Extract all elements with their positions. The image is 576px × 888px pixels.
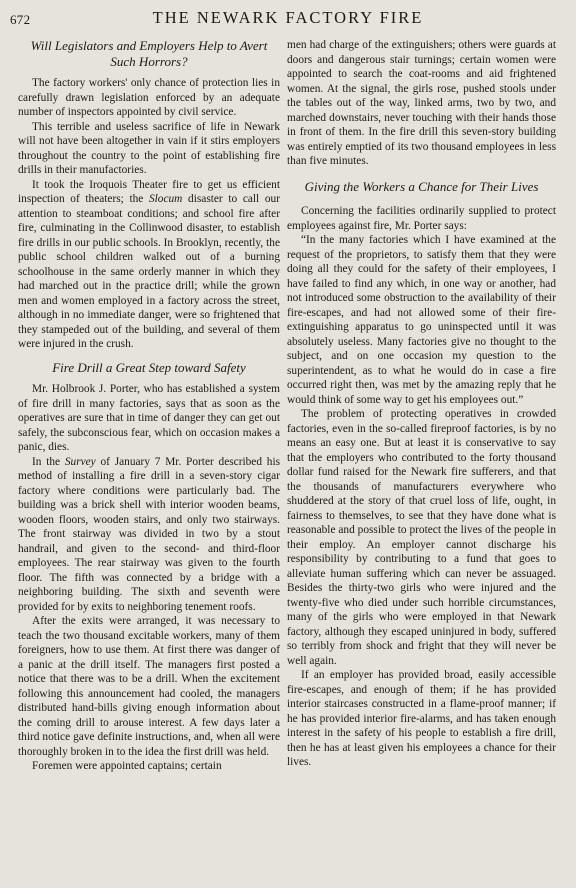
- section-heading-giving-workers: Giving the Workers a Chance for Their Lives: [304, 178, 539, 194]
- paragraph: The factory workers' only chance of protection lies in carefully drawn legislation enforced by an adequate number of inspectors appointed by civil service.: [18, 77, 280, 118]
- paragraph: Mr. Holbrook J. Porter, who has established a system of fire drill in many factories, says that as soon as the operatives are sure that in time of danger they can get out safely, the subconscious fear, which on occasion makes a panic, dies.: [18, 383, 280, 453]
- paragraph-survey: In the Survey of January 7 Mr. Porter described his method of installing a fire drill in a seven-story cigar factory where conditions were particularly bad. The building was a brick shell with interior wooden beams, wooden floors, wooden stairs, and only two stairways. The front stairway was divided in two by a stout handrail, and given to the second- and third-floor employees. The rear stairway was given to the fourth floor. The fifth was connected by a bridge with a neighboring building. The sixth and seventh were provided for by exits to neighboring tenement roofs.: [18, 455, 281, 613]
- paragraph: After the exits were arranged, it was necessary to teach the two thousand excitable workers, many of them foreigners, how to use them. At first there was danger of a panic at the drill itself. The managers first posted a notice that there was to be a drill. When the excitement following this announcement had cooled, the managers distributed hand-bills giving enough information about the coming drill to arouse interest. A few days later a third notice gave definite instructions, and, when all were thoroughly broken in to the idea the first drill was held.: [18, 615, 280, 758]
- paragraph: Foremen were appointed captains; certain: [32, 760, 222, 772]
- section-heading-legislators: Will Legislators and Employers Help to Avert Such Horrors?: [30, 38, 268, 69]
- survey-italic: Survey: [64, 455, 96, 468]
- slocum-italic: Slocum: [148, 193, 183, 205]
- section-heading-fire-drill: Fire Drill a Great Step toward Safety: [52, 359, 246, 375]
- paragraph: This terrible and useless sacrifice of life in Newark will not have been altogether in vain if it stirs employers throughout the country to the point of establishing fire drills in their manufactories.: [18, 120, 280, 176]
- right-column: [287, 38, 556, 770]
- paragraph-iroquois: It took the Iroquois Theater fire to get us efficient inspection of theaters; the Slocum disaster to call our attention to steamboat conditions; and school fire after fire, culminating in the Collinwood disaster, to establish fire drills in our public schools. In Brooklyn, recently, the public school children walked out of a burning schoolhouse in the same orderly manner in which they had marched out in the practice drill; while the grown men and women employed in a factory across the street, although in no immediate danger, were so frightened that they stampeded out of the building, and several of them were injured in the crush.: [18, 178, 280, 350]
- left-column: [18, 38, 280, 774]
- running-title: THE NEWARK FACTORY FIRE: [152, 8, 424, 27]
- paragraph: If an employer has provided broad, easily accessible fire-escapes, and enough of them; if he has provided interior staircases constructed in a flame-proof manner; if he has provided interior fire-alarms, and has taken enough interest in the safety of his people to establish a fire drill, then he has at least given his employees a chance for their lives.: [287, 669, 556, 768]
- paragraph: Concerning the facilities ordinarily supplied to protect employees against fire, Mr. Porter says:: [287, 205, 556, 232]
- page-header: [0, 4, 576, 30]
- page-number: 672: [10, 12, 31, 27]
- paragraph: The problem of protecting operatives in crowded factories, even in the so-called fireproof factories, is by no means an easy one. But at least it is conservative to say that the employers who contributed to the forty thousand dollar fund raised for the Newark fire sufferers, and that the thousands of manufacturers everywhere who shuddered at the story of that cruel loss of life, ought, in fairness to themselves, to see that they have done what is reasonable and possible to protect the lives of the people in their employ. An employer cannot discharge his responsibility by contributing to a fund that goes to alleviate human suffering which can never be assuaged. Besides the thirty-two girls who were injured and the twenty-five who died under such horrible circumstances, many of the girls who were employed in that Newark factory, although they escaped uninjured in body, suffered so terribly from shock and fright that they will never be well again.: [287, 408, 556, 667]
- paragraph-quote: “In the many factories which I have examined at the request of the proprietors, to satisfy them that they were doing all they could for the safety of their employees, I have failed to find any which, in one way or another, had not introduced some obstruction to the availability of their fire-escapes, and had not allowed some of their fire-extinguishing apparatus to go uninspected until it was absolutely useless. Many factories give no thought to the subject, and on one occasion my question to the superintendent, as to what he would do in case a fire occurred right then, was met by the amazing reply that he would think of some way to get his employees out.”: [287, 234, 556, 406]
- paragraph-continued: men had charge of the extinguishers; others were guards at doors and dangerous stair turnings; certain women were appointed to search the coat-rooms and aid frightened women. At the signal, the girls rose, pushed stools under the tables out of the way, linked arms, two by two, and marched downstairs, never touching with their hands those in front of them. In the fire drill this seven-story building was entirely emptied of its two thousand employees in less than five minutes.: [287, 39, 556, 167]
